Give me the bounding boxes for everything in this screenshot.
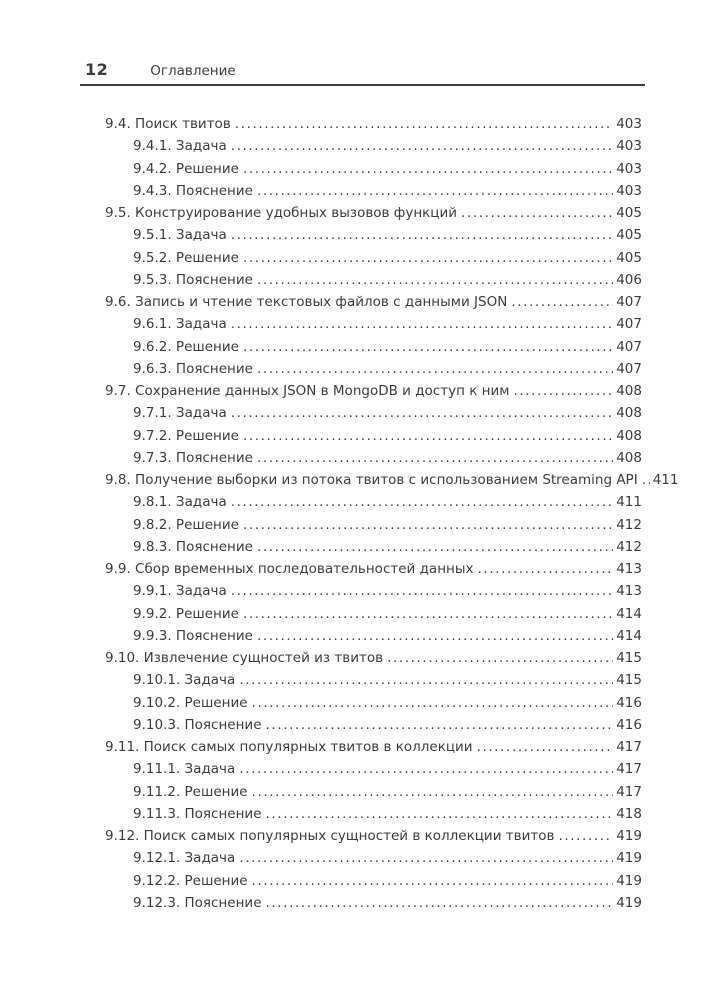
dot-leader	[266, 895, 614, 911]
toc-entry-label: 9.11.3. Пояснение	[133, 805, 262, 822]
dot-leader	[231, 583, 614, 599]
toc-entry-label: 9.9.3. Пояснение	[133, 627, 253, 644]
toc-entry-label: 9.11.1. Задача	[133, 761, 236, 778]
toc-entry-page: 408	[616, 449, 642, 466]
toc-entry-page: 419	[616, 894, 642, 911]
dot-leader	[266, 717, 614, 733]
toc-entry	[80, 227, 645, 249]
toc-entry-page: 408	[616, 383, 642, 399]
toc-entry-page: 406	[616, 271, 642, 288]
toc-entry	[80, 517, 645, 539]
toc-entry-label: 9.8. Получение выборки из потока твитов с использованием Streaming API	[105, 472, 638, 488]
running-header	[80, 60, 645, 86]
dot-leader	[387, 650, 613, 666]
toc-entry	[80, 539, 645, 561]
toc-entry-page: 417	[616, 783, 642, 800]
toc-entry	[80, 205, 645, 227]
toc-entry	[80, 606, 645, 628]
dot-leader	[231, 405, 614, 421]
toc-entry-label: 9.9. Сбор временных последовательностей данных	[105, 561, 474, 577]
dot-leader	[252, 873, 614, 889]
dot-leader	[642, 472, 650, 488]
toc-entry-label: 9.6. Запись и чтение текстовых файлов с данными JSON	[105, 294, 508, 310]
toc-entry-page: 403	[616, 138, 642, 155]
toc-entry	[80, 361, 645, 383]
toc-entry	[80, 383, 645, 405]
toc-entry-label: 9.10. Извлечение сущностей из твитов	[105, 650, 384, 666]
toc-entry-page: 417	[616, 761, 642, 778]
toc-entry-label: 9.5.1. Задача	[133, 227, 227, 244]
toc-entry-label: 9.11. Поиск самых популярных твитов в коллекции	[105, 739, 473, 755]
toc-entry-label: 9.12.2. Решение	[133, 872, 248, 889]
dot-leader	[477, 739, 614, 755]
toc-entry	[80, 494, 645, 516]
toc-entry-label: 9.7.3. Пояснение	[133, 449, 253, 466]
toc-entry	[80, 873, 645, 895]
dot-leader	[243, 606, 613, 622]
dot-leader	[239, 672, 613, 688]
toc-entry	[80, 272, 645, 294]
dot-leader	[243, 517, 613, 533]
toc-entry	[80, 428, 645, 450]
dot-leader	[257, 539, 613, 555]
toc-list	[80, 116, 679, 917]
toc-entry-label: 9.9.2. Решение	[133, 605, 239, 622]
toc-entry	[80, 472, 679, 494]
toc-entry	[80, 183, 645, 205]
dot-leader	[252, 784, 614, 800]
dot-leader	[257, 183, 613, 199]
toc-entry-page: 413	[616, 583, 642, 600]
toc-entry-page: 416	[616, 716, 642, 733]
toc-entry	[80, 717, 645, 739]
toc-entry-page: 403	[616, 116, 642, 132]
toc-entry	[80, 895, 645, 917]
page-number: 12	[85, 60, 109, 79]
dot-leader	[257, 628, 613, 644]
toc-entry	[80, 138, 645, 160]
toc-entry-page: 403	[616, 160, 642, 177]
dot-leader	[231, 316, 614, 332]
toc-entry-page: 414	[616, 605, 642, 622]
toc-entry-label: 9.4.1. Задача	[133, 138, 227, 155]
toc-entry-page: 419	[616, 872, 642, 889]
dot-leader	[243, 161, 613, 177]
toc-entry	[80, 294, 645, 316]
dot-leader	[558, 828, 613, 844]
toc-entry-label: 9.8.2. Решение	[133, 516, 239, 533]
toc-entry-page: 403	[616, 182, 642, 199]
dot-leader	[235, 116, 613, 132]
toc-entry-label: 9.11.2. Решение	[133, 783, 248, 800]
toc-entry-page: 411	[652, 472, 679, 488]
toc-entry-label: 9.5.3. Пояснение	[133, 271, 253, 288]
toc-entry-label: 9.4. Поиск твитов	[105, 116, 231, 132]
dot-leader	[257, 272, 613, 288]
toc-entry-label: 9.8.1. Задача	[133, 494, 227, 511]
dot-leader	[239, 850, 613, 866]
toc-entry	[80, 561, 645, 583]
toc-entry	[80, 806, 645, 828]
toc-entry	[80, 450, 645, 472]
toc-entry-page: 405	[616, 249, 642, 266]
toc-entry-page: 416	[616, 694, 642, 711]
dot-leader	[478, 561, 614, 577]
toc-entry-label: 9.5. Конструирование удобных вызовов функций	[105, 205, 458, 221]
toc-entry	[80, 761, 645, 783]
toc-entry-label: 9.7.1. Задача	[133, 405, 227, 422]
toc-entry-label: 9.10.1. Задача	[133, 672, 236, 689]
dot-leader	[257, 361, 613, 377]
dot-leader	[231, 138, 614, 154]
running-title: Оглавление	[150, 63, 236, 79]
dot-leader	[257, 450, 613, 466]
dot-leader	[513, 383, 613, 399]
toc-entry	[80, 628, 645, 650]
toc-entry	[80, 583, 645, 605]
toc-entry-label: 9.4.2. Решение	[133, 160, 239, 177]
dot-leader	[511, 294, 613, 310]
toc-entry-label: 9.10.3. Пояснение	[133, 716, 262, 733]
toc-entry	[80, 250, 645, 272]
dot-leader	[243, 428, 613, 444]
toc-entry-page: 412	[616, 538, 642, 555]
toc-entry	[80, 672, 645, 694]
toc-entry	[80, 739, 645, 761]
toc-entry-page: 408	[616, 427, 642, 444]
toc-entry-label: 9.8.3. Пояснение	[133, 538, 253, 555]
toc-entry-label: 9.12.1. Задача	[133, 850, 236, 867]
toc-entry-page: 405	[616, 227, 642, 244]
dot-leader	[239, 761, 613, 777]
dot-leader	[461, 205, 613, 221]
toc-entry	[80, 828, 645, 850]
toc-entry	[80, 650, 645, 672]
toc-entry-label: 9.5.2. Решение	[133, 249, 239, 266]
toc-entry-page: 407	[616, 294, 642, 310]
toc-entry-label: 9.6.1. Задача	[133, 316, 227, 333]
toc-entry-page: 419	[616, 850, 642, 867]
toc-entry-page: 411	[616, 494, 642, 511]
toc-entry	[80, 850, 645, 872]
toc-entry-page: 407	[616, 360, 642, 377]
toc-entry	[80, 161, 645, 183]
toc-entry-page: 413	[616, 561, 642, 577]
toc-entry	[80, 695, 645, 717]
dot-leader	[243, 250, 613, 266]
toc-entry-label: 9.6.2. Решение	[133, 338, 239, 355]
toc-entry-page: 418	[616, 805, 642, 822]
dot-leader	[252, 695, 614, 711]
toc-entry-page: 419	[616, 828, 642, 844]
toc-entry-label: 9.12.3. Пояснение	[133, 894, 262, 911]
toc-entry	[80, 316, 645, 338]
toc-entry-label: 9.6.3. Пояснение	[133, 360, 253, 377]
toc-entry-page: 414	[616, 627, 642, 644]
toc-entry-label: 9.10.2. Решение	[133, 694, 248, 711]
toc-entry-page: 412	[616, 516, 642, 533]
toc-entry-label: 9.12. Поиск самых популярных сущностей в коллекции твитов	[105, 828, 555, 844]
toc-entry-page: 407	[616, 316, 642, 333]
toc-entry	[80, 405, 645, 427]
toc-entry	[80, 116, 645, 138]
toc-entry-page: 408	[616, 405, 642, 422]
toc-entry-page: 417	[616, 739, 642, 755]
toc-entry-page: 415	[616, 650, 642, 666]
toc-entry-label: 9.4.3. Пояснение	[133, 182, 253, 199]
toc-entry-label: 9.7.2. Решение	[133, 427, 239, 444]
toc-entry-page: 415	[616, 672, 642, 689]
dot-leader	[231, 494, 614, 510]
header-rule	[80, 84, 645, 86]
toc-entry-page: 407	[616, 338, 642, 355]
toc-entry-page: 405	[616, 205, 642, 221]
toc-entry-label: 9.9.1. Задача	[133, 583, 227, 600]
toc-entry-label: 9.7. Сохранение данных JSON в MongoDB и доступ к ним	[105, 383, 510, 399]
toc-entry	[80, 339, 645, 361]
dot-leader	[243, 339, 613, 355]
dot-leader	[266, 806, 614, 822]
dot-leader	[231, 227, 614, 243]
toc-entry	[80, 784, 645, 806]
